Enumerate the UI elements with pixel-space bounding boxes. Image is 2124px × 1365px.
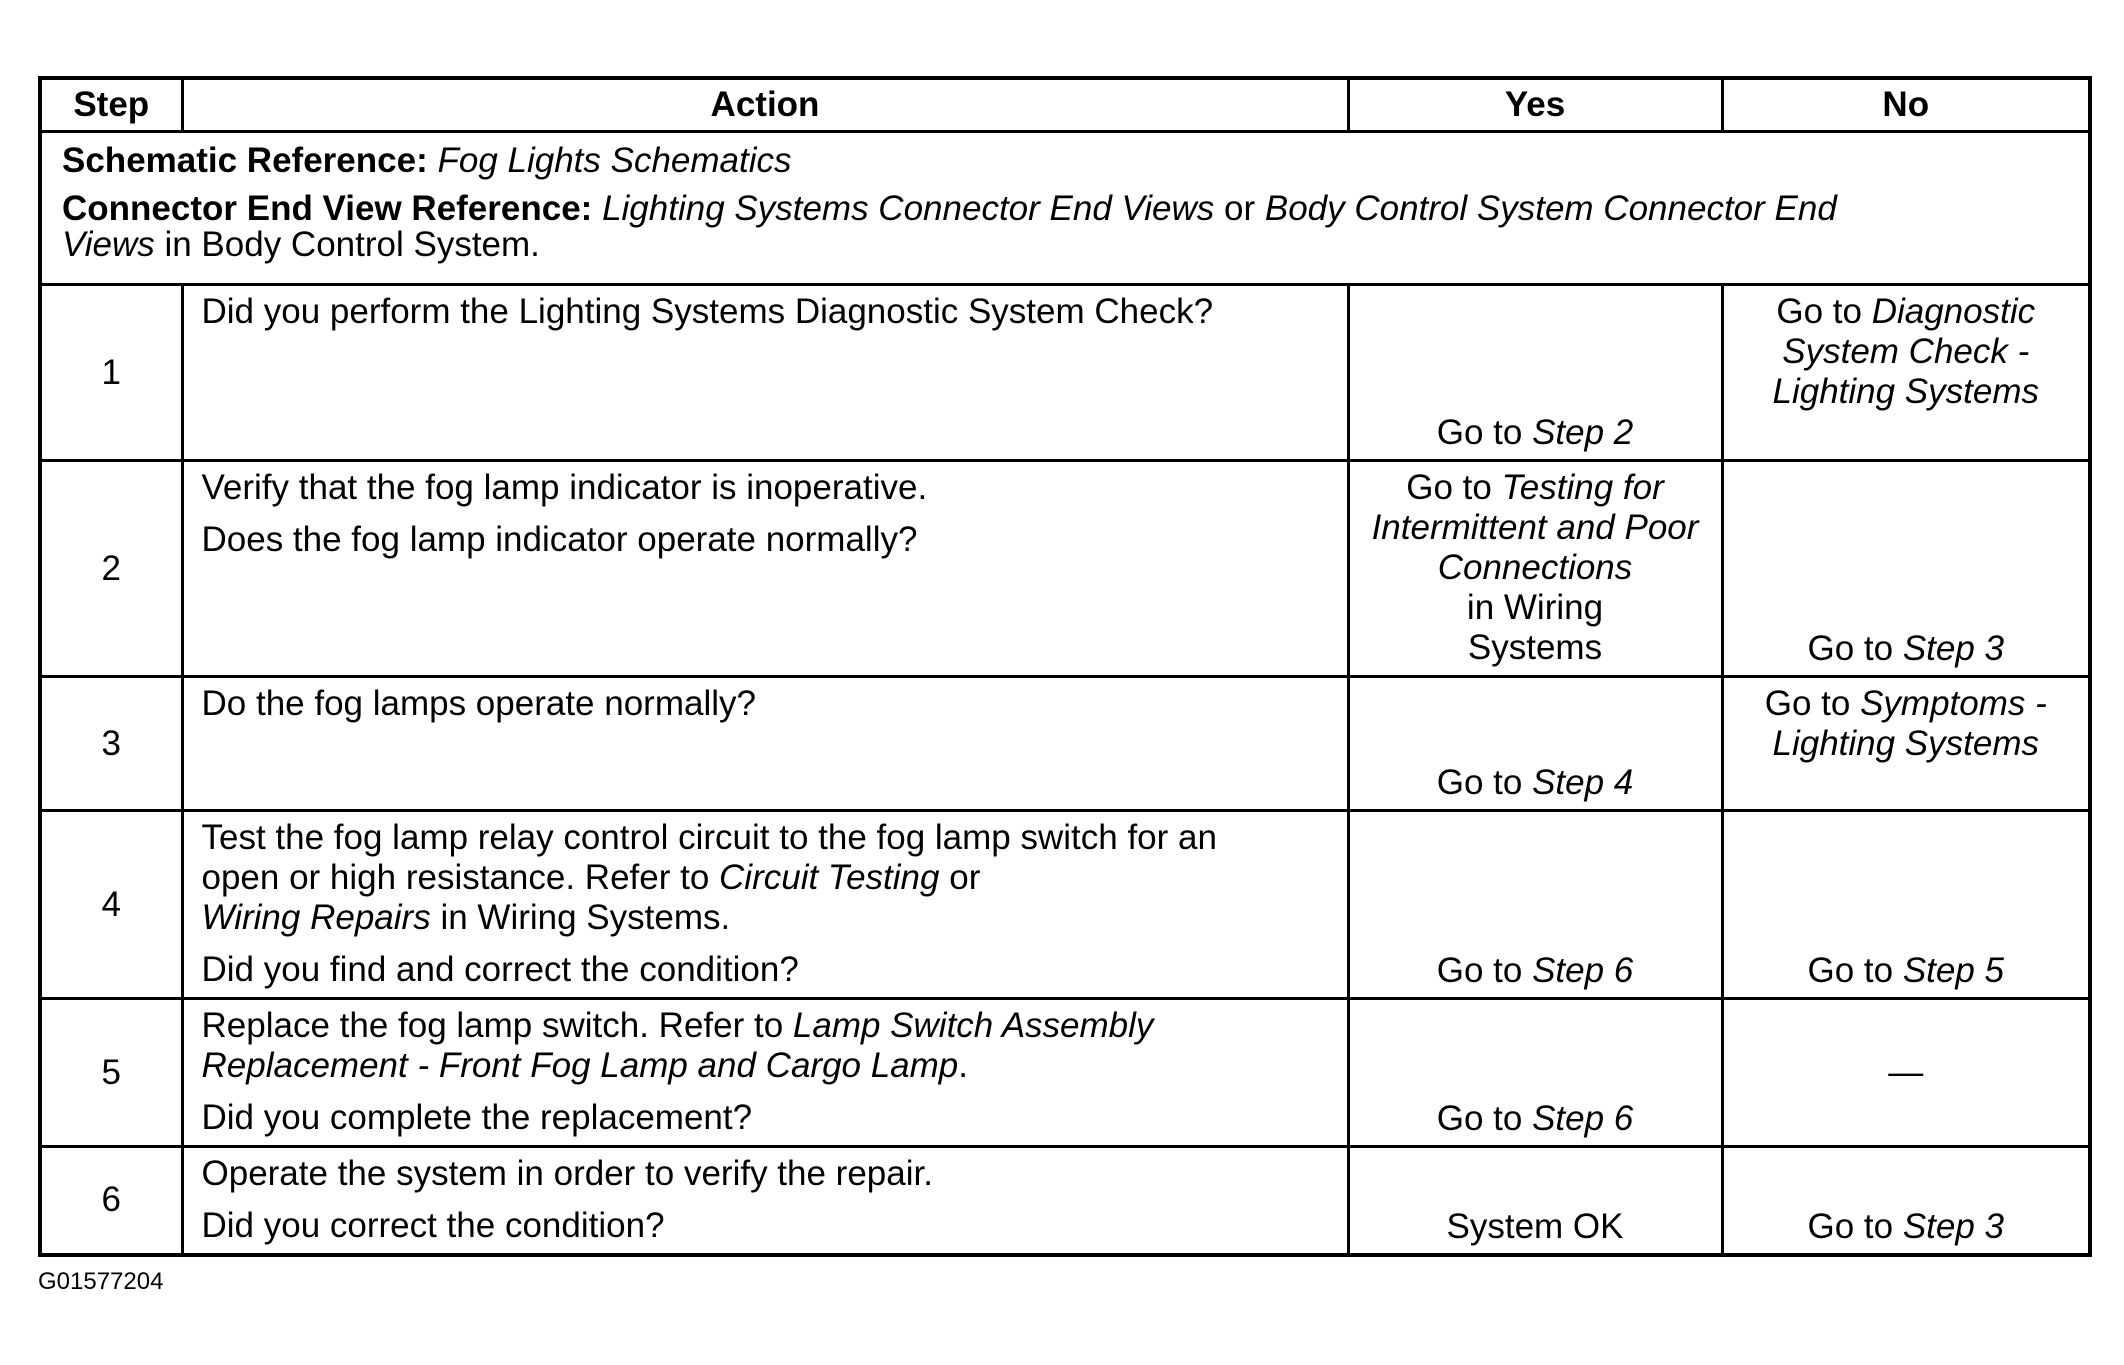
- action-cell: [182, 1147, 1348, 1255]
- diagnostic-table-container: [38, 76, 2088, 1257]
- yes-step-link[interactable]: Testing for Intermittent and Poor Connections: [1371, 468, 1699, 587]
- connector-reference-suffix: in Body Control System.: [164, 225, 540, 264]
- no-prefix: Go to: [1764, 684, 1851, 723]
- action-question: Did you correct the condition?: [201, 1206, 665, 1245]
- step-number: 1: [40, 285, 182, 461]
- header-row: [40, 78, 2090, 132]
- action-text: Verify that the fog lamp indicator is inoperative.: [201, 468, 928, 507]
- schematic-reference-link[interactable]: Fog Lights Schematics: [437, 141, 792, 180]
- action-text: Operate the system in order to verify the repair.: [201, 1154, 933, 1193]
- no-cell: [1722, 461, 2090, 677]
- yes-result: [1350, 413, 1721, 453]
- table-row: [40, 677, 2090, 811]
- yes-result: [1350, 1099, 1721, 1139]
- reference-cell: [40, 132, 2090, 285]
- yes-result: [1350, 951, 1721, 991]
- step-number: 4: [40, 811, 182, 999]
- connector-reference-or: or: [1223, 189, 1256, 228]
- action-text: Test the fog lamp relay control circuit to the fog lamp switch for an open or high resistance. Refer to Circuit Testing or Wiring Repairs in Wiring Systems.: [201, 818, 1217, 937]
- circuit-testing-link[interactable]: Circuit Testing: [719, 858, 940, 897]
- schematic-reference-label: Schematic Reference:: [62, 141, 428, 180]
- no-prefix: Go to: [1807, 951, 1894, 990]
- yes-cell: [1348, 285, 1722, 461]
- connector-reference-label: Connector End View Reference:: [62, 189, 593, 228]
- action-question: Did you find and correct the condition?: [201, 950, 799, 989]
- table-row: [40, 999, 2090, 1147]
- action-cell: [182, 677, 1348, 811]
- header-yes: Yes: [1348, 78, 1722, 132]
- connector-reference: [62, 191, 1862, 263]
- yes-result: [1350, 763, 1721, 803]
- no-step-link[interactable]: Step 3: [1902, 629, 2005, 668]
- figure-id: G01577204: [38, 1268, 164, 1295]
- yes-cell: [1348, 677, 1722, 811]
- action-cell: [182, 461, 1348, 677]
- wiring-repairs-link[interactable]: Wiring Repairs: [201, 898, 431, 937]
- no-prefix: Go to: [1776, 292, 1862, 331]
- yes-step-link[interactable]: Step 6: [1532, 1099, 1634, 1138]
- no-step-link[interactable]: Step 3: [1902, 1206, 2005, 1246]
- header-action: Action: [182, 78, 1348, 132]
- no-step-link[interactable]: Step 5: [1902, 951, 2005, 990]
- yes-suffix: in Wiring Systems: [1466, 588, 1604, 667]
- no-cell: [1722, 999, 2090, 1147]
- no-result-dash: —: [1888, 1052, 1924, 1092]
- header-step: Step: [40, 78, 182, 132]
- no-cell: [1722, 1147, 2090, 1255]
- yes-prefix: Go to: [1406, 468, 1492, 507]
- action-cell: [182, 811, 1348, 999]
- action-question: Does the fog lamp indicator operate normally?: [201, 520, 918, 559]
- step-number: 3: [40, 677, 182, 811]
- schematic-reference: [62, 141, 2070, 181]
- action-text: Did you perform the Lighting Systems Diagnostic System Check?: [201, 292, 1214, 331]
- no-prefix: Go to: [1807, 629, 1894, 668]
- step-number: 6: [40, 1147, 182, 1255]
- no-step-link[interactable]: Symptoms - Lighting Systems: [1772, 684, 2047, 763]
- connector-reference-link-2[interactable]: Body Control System Connector End Views: [62, 189, 1837, 264]
- table-row: [40, 285, 2090, 461]
- connector-reference-link-1[interactable]: Lighting Systems Connector End Views: [602, 189, 1215, 228]
- yes-cell: [1348, 1147, 1722, 1255]
- lamp-switch-replacement-link[interactable]: Lamp Switch Assembly Replacement - Front Fog Lamp and Cargo Lamp: [201, 1006, 1154, 1085]
- no-result: [1724, 1207, 2089, 1247]
- yes-step-link[interactable]: Step 4: [1532, 763, 1634, 802]
- action-cell: [182, 285, 1348, 461]
- yes-prefix: Go to: [1436, 1099, 1523, 1138]
- action-text: Replace the fog lamp switch. Refer to Lamp Switch Assembly Replacement - Front Fog Lamp and Cargo Lamp.: [201, 1006, 1154, 1085]
- action-text: Do the fog lamps operate normally?: [201, 684, 756, 723]
- reference-row: [40, 132, 2090, 285]
- yes-step-link[interactable]: Step 6: [1532, 951, 1634, 990]
- step-number: 2: [40, 461, 182, 677]
- yes-cell: [1348, 461, 1722, 677]
- yes-cell: [1348, 811, 1722, 999]
- no-result: [1724, 286, 2089, 412]
- table-row: [40, 1147, 2090, 1255]
- yes-step-link[interactable]: Step 2: [1532, 413, 1634, 452]
- no-prefix: Go to: [1807, 1206, 1894, 1246]
- header-no: No: [1722, 78, 2090, 132]
- yes-prefix: Go to: [1436, 763, 1523, 802]
- no-cell: [1722, 811, 2090, 999]
- diagnostic-table: [38, 76, 2092, 1257]
- no-result: [1724, 951, 2089, 991]
- action-cell: [182, 999, 1348, 1147]
- no-result: [1724, 629, 2089, 669]
- table-row: [40, 461, 2090, 677]
- yes-prefix: Go to: [1436, 951, 1523, 990]
- yes-result: System OK: [1446, 1206, 1624, 1246]
- no-step-link[interactable]: Diagnostic System Check - Lighting Systems: [1772, 292, 2040, 411]
- action-question: Did you complete the replacement?: [201, 1098, 753, 1137]
- yes-prefix: Go to: [1436, 413, 1523, 452]
- no-result: [1724, 678, 2089, 764]
- step-number: 5: [40, 999, 182, 1147]
- yes-cell: [1348, 999, 1722, 1147]
- table-row: [40, 811, 2090, 999]
- no-cell: [1722, 285, 2090, 461]
- yes-result: [1350, 462, 1721, 668]
- no-cell: [1722, 677, 2090, 811]
